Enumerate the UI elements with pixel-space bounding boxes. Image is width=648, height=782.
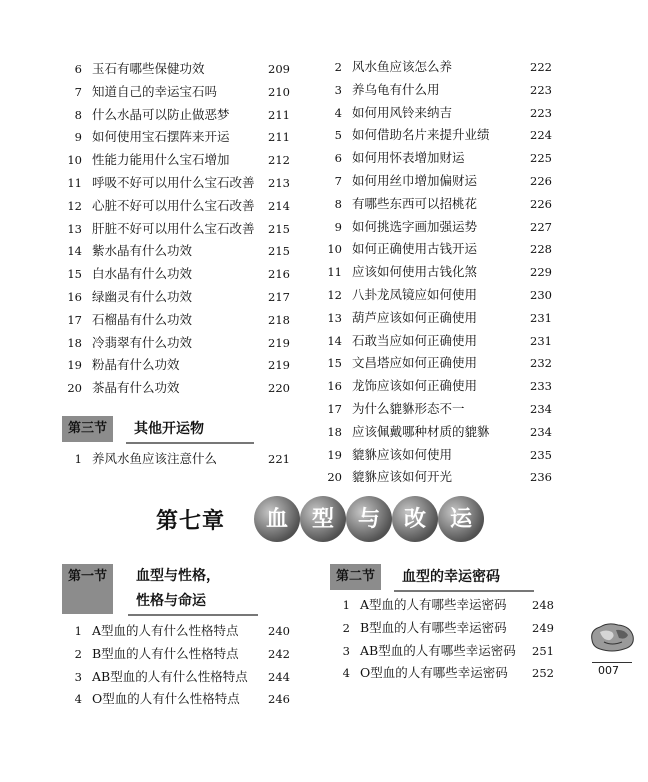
entry-number: 16 (67, 289, 82, 304)
entry-number: 4 (342, 666, 350, 681)
entry-number: 3 (334, 82, 342, 97)
toc-entry[interactable] (326, 79, 552, 102)
entry-number: 9 (74, 130, 82, 145)
toc-entry[interactable] (66, 309, 290, 332)
chapter-title-char: 与 (346, 496, 392, 542)
toc-entry[interactable] (334, 594, 554, 617)
entry-page: 233 (530, 379, 552, 394)
entry-number: 6 (74, 62, 82, 76)
toc-entry[interactable] (66, 620, 290, 643)
entry-number: 1 (74, 452, 82, 466)
entry-page: 219 (268, 358, 290, 373)
entry-title: 有哪些东西可以招桃花 (352, 195, 478, 211)
entry-page: 212 (268, 153, 290, 168)
toc-entry[interactable] (326, 193, 552, 216)
toc-entry[interactable] (326, 352, 552, 375)
section-title: 其他开运物 (126, 416, 254, 444)
entry-number: 15 (67, 267, 82, 282)
entry-number: 14 (67, 244, 82, 259)
entry-title: 为什么貔貅形态不一 (352, 400, 465, 416)
toc-entry[interactable] (326, 124, 552, 147)
entry-number: 2 (342, 620, 350, 635)
chapter-title-char: 改 (392, 496, 438, 542)
chapter-heading (150, 496, 490, 546)
entry-page: 249 (532, 620, 554, 635)
page-number-rule (592, 662, 632, 663)
entry-page: 236 (530, 470, 552, 485)
entry-page: 222 (530, 60, 552, 74)
page-number: 007 (598, 664, 619, 677)
entry-title: 冷翡翠有什么功效 (92, 334, 193, 350)
entry-number: 11 (67, 175, 82, 190)
entry-page: 232 (530, 356, 552, 371)
entry-title: 貔貅应该如何使用 (352, 446, 453, 462)
entry-title: 心脏不好可以用什么宝石改善 (92, 197, 255, 213)
entry-title: 绿幽灵有什么功效 (92, 288, 193, 304)
entry-number: 20 (67, 381, 82, 396)
entry-page: 216 (268, 267, 290, 282)
toc-entry[interactable] (66, 688, 290, 711)
toc-entry[interactable] (66, 58, 290, 81)
entry-page: 223 (530, 82, 552, 97)
entry-title: A型血的人有什么性格特点 (92, 623, 239, 638)
toc-entry[interactable] (326, 56, 552, 79)
entry-number: 6 (334, 151, 342, 166)
chapter-label: 第七章 (156, 508, 226, 534)
entry-page: 252 (532, 666, 554, 681)
toc-entry[interactable] (326, 466, 552, 489)
section-title: 血型的幸运密码 (394, 564, 534, 592)
entry-number: 10 (67, 153, 82, 168)
entry-page: 221 (268, 452, 290, 466)
chapter-title-char: 运 (438, 496, 484, 542)
section-3-header (62, 416, 262, 442)
entry-title: 知道自己的幸运宝石吗 (92, 83, 218, 99)
entry-title: O型血的人有什么性格特点 (92, 691, 240, 707)
toc-entry[interactable] (326, 444, 552, 467)
entry-title: 如何用风铃来纳吉 (352, 104, 453, 120)
entry-page: 225 (530, 151, 552, 166)
toc-entry[interactable] (66, 126, 290, 149)
entry-number: 3 (342, 643, 350, 658)
entry-title: 茶晶有什么功效 (92, 380, 180, 396)
toc-entry[interactable] (66, 286, 290, 309)
entry-number: 7 (334, 173, 342, 188)
section-2-header (330, 564, 540, 590)
toc-entry[interactable] (326, 216, 552, 239)
entry-title: 养风水鱼应该注意什么 (92, 451, 218, 466)
toc-entry[interactable] (66, 195, 290, 218)
entry-page: 213 (268, 175, 290, 190)
entry-page: 228 (530, 242, 552, 257)
entry-page: 248 (532, 598, 554, 612)
entry-page: 220 (268, 381, 290, 396)
entry-page: 235 (530, 447, 552, 462)
entry-number: 12 (327, 287, 342, 302)
entry-title: 石榴晶有什么功效 (92, 311, 193, 327)
entry-page: 223 (530, 105, 552, 120)
entry-number: 19 (327, 447, 342, 462)
chapter-title-char: 型 (300, 496, 346, 542)
entry-title: 貔貅应该如何开光 (352, 469, 453, 485)
entry-number: 15 (327, 356, 342, 371)
toc-entry[interactable] (66, 149, 290, 172)
entry-number: 17 (327, 401, 342, 416)
entry-title: 如何挑选字画加强运势 (352, 218, 478, 234)
toc-entry[interactable] (326, 238, 552, 261)
entry-number: 4 (334, 105, 342, 120)
entry-page: 226 (530, 196, 552, 211)
toc-entry[interactable] (326, 261, 552, 284)
entry-number: 1 (74, 624, 82, 638)
entry-title: 玉石有哪些保健功效 (92, 61, 205, 76)
entry-number: 2 (334, 60, 342, 74)
entry-number: 1 (342, 598, 350, 612)
entry-page: 251 (532, 643, 554, 658)
entry-title: 如何借助名片来提升业绩 (352, 127, 490, 143)
entry-number: 14 (327, 333, 342, 348)
toc-entry[interactable] (326, 170, 552, 193)
entry-number: 19 (67, 358, 82, 373)
entry-page: 244 (268, 669, 290, 684)
entry-number: 16 (327, 379, 342, 394)
entry-title: 如何用丝巾增加偏财运 (352, 172, 478, 188)
entry-page: 219 (268, 335, 290, 350)
entry-page: 211 (268, 130, 290, 145)
toc-entry[interactable] (334, 617, 554, 640)
entry-page: 231 (530, 333, 552, 348)
entry-title: 养乌龟有什么用 (352, 81, 440, 97)
toc-entry[interactable] (326, 375, 552, 398)
entry-page: 230 (530, 287, 552, 302)
entry-number: 13 (67, 221, 82, 236)
entry-number: 9 (334, 219, 342, 234)
entry-title: 文昌塔应如何正确使用 (352, 355, 478, 371)
toc-entry[interactable] (66, 448, 290, 471)
toc-entry[interactable] (66, 354, 290, 377)
entry-title: 如何正确使用古钱开运 (352, 241, 478, 257)
section-tag: 第二节 (330, 564, 381, 590)
entry-number: 17 (67, 312, 82, 327)
toc-entry[interactable] (66, 377, 290, 400)
entry-page: 242 (268, 646, 290, 661)
entry-title: 风水鱼应该怎么养 (352, 59, 453, 74)
entry-page: 214 (268, 198, 290, 213)
entry-title: 性能力能用什么宝石增加 (92, 152, 230, 168)
section-1-list (66, 620, 290, 711)
entry-title: AB型血的人有什么性格特点 (92, 668, 248, 684)
section-1-header (62, 564, 262, 616)
toc-entry[interactable] (326, 284, 552, 307)
entry-title: A型血的人有哪些幸运密码 (360, 597, 507, 612)
entry-number: 18 (327, 424, 342, 439)
section-2-list (334, 594, 554, 685)
entry-number: 12 (67, 198, 82, 213)
section-title (128, 564, 258, 616)
entry-title: B型血的人有什么性格特点 (92, 645, 239, 661)
entry-number: 8 (334, 196, 342, 211)
section-tag: 第三节 (62, 416, 113, 442)
toc-entry[interactable] (66, 218, 290, 241)
entry-title: 八卦龙凤镜应如何使用 (352, 286, 478, 302)
entry-number: 4 (74, 692, 82, 707)
entry-page: 246 (268, 692, 290, 707)
toc-entry[interactable] (334, 640, 554, 663)
gemstone-icon (588, 620, 636, 654)
entry-page: 215 (268, 221, 290, 236)
entry-title: 石敢当应如何正确使用 (352, 332, 478, 348)
entry-title: 什么水晶可以防止做恶梦 (92, 106, 230, 122)
entry-page: 211 (268, 107, 290, 122)
entry-page: 215 (268, 244, 290, 259)
toc-entry[interactable] (66, 172, 290, 195)
entry-title: B型血的人有哪些幸运密码 (360, 619, 507, 635)
toc-entry[interactable] (326, 421, 552, 444)
entry-page: 210 (268, 84, 290, 99)
entry-title: AB型血的人有哪些幸运密码 (360, 642, 516, 658)
entry-title: 紫水晶有什么功效 (92, 243, 193, 259)
entry-number: 18 (67, 335, 82, 350)
toc-entry[interactable] (326, 398, 552, 421)
entry-page: 240 (268, 624, 290, 638)
entry-title: 如何用怀表增加财运 (352, 150, 465, 166)
section-title-line: 血型与性格， (136, 568, 220, 584)
toc-left-list (66, 58, 290, 400)
entry-page: 234 (530, 424, 552, 439)
entry-number: 7 (74, 84, 82, 99)
entry-page: 234 (530, 401, 552, 416)
entry-title: 应该如何使用古钱化煞 (352, 264, 478, 280)
entry-page: 231 (530, 310, 552, 325)
toc-entry[interactable] (66, 104, 290, 127)
entry-title: 龙饰应该如何正确使用 (352, 378, 478, 394)
section-title-line: 性格与命运 (136, 593, 206, 609)
toc-entry[interactable] (326, 307, 552, 330)
toc-entry[interactable] (326, 102, 552, 125)
toc-entry[interactable] (66, 81, 290, 104)
entry-number: 5 (334, 128, 342, 143)
entry-page: 218 (268, 312, 290, 327)
entry-title: 应该佩戴哪种材质的貔貅 (352, 423, 490, 439)
toc-entry[interactable] (66, 263, 290, 286)
entry-title: 呼吸不好可以用什么宝石改善 (92, 174, 255, 190)
entry-page: 226 (530, 173, 552, 188)
toc-entry[interactable] (66, 643, 290, 666)
entry-number: 20 (327, 470, 342, 485)
entry-page: 227 (530, 219, 552, 234)
toc-entry[interactable] (66, 240, 290, 263)
entry-page: 224 (530, 128, 552, 143)
toc-entry[interactable] (334, 662, 554, 685)
entry-title: 粉晶有什么功效 (92, 357, 180, 373)
entry-title: O型血的人有哪些幸运密码 (360, 665, 508, 681)
toc-right-list (326, 56, 552, 489)
chapter-title-char: 血 (254, 496, 300, 542)
section-3-list (66, 448, 290, 471)
entry-number: 8 (74, 107, 82, 122)
entry-number: 11 (327, 265, 342, 280)
entry-title: 葫芦应该如何正确使用 (352, 309, 478, 325)
entry-number: 2 (74, 646, 82, 661)
entry-title: 肝脏不好可以用什么宝石改善 (92, 220, 255, 236)
entry-number: 3 (74, 669, 82, 684)
entry-page: 229 (530, 265, 552, 280)
entry-title: 白水晶有什么功效 (92, 266, 193, 282)
toc-entry[interactable] (66, 666, 290, 689)
entry-page: 209 (268, 62, 290, 76)
entry-title: 如何使用宝石摆阵来开运 (92, 129, 230, 145)
toc-entry[interactable] (66, 332, 290, 355)
toc-entry[interactable] (326, 330, 552, 353)
entry-number: 13 (327, 310, 342, 325)
entry-number: 10 (327, 242, 342, 257)
section-tag: 第一节 (62, 564, 113, 614)
entry-page: 217 (268, 289, 290, 304)
toc-entry[interactable] (326, 147, 552, 170)
